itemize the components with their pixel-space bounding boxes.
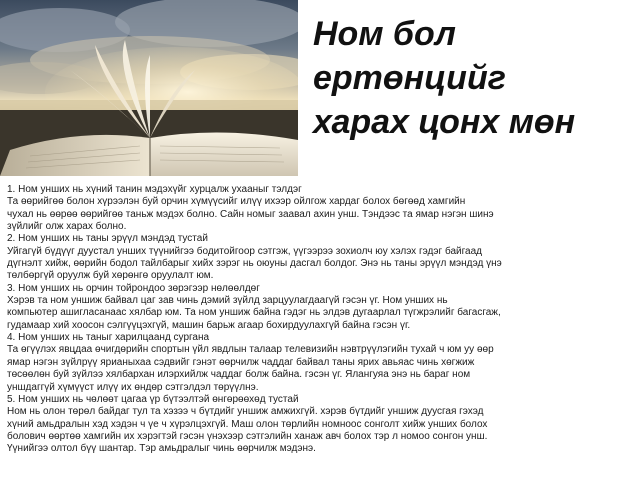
text-line: болович өөртөө хамгийн их хэрэгтэй гэсэн үнэхээр сэтгэлийн ханаж авч болох тэр л номоо сонгон унш. xyxy=(7,430,488,442)
body-text xyxy=(7,184,635,456)
text-line: Та өөрийгөө болон хүрээлэн буй орчин хүмүүсийг илүү ихээр ойлгож хардаг болох бөгөөд хамгийн xyxy=(7,196,466,208)
text-line: Ном нь олон төрөл байдаг тул та хэзээ ч бүтдийг уншиж амжихгүй. хэрэв бүтдийг уншиж дуусгая гэхэд xyxy=(7,406,484,418)
text-line: дүгнэлт хийж, өөрийн бодол тайлбарыг хийх зэрэг нь оюуны дасгал болдог. Энэ нь таны эрүүл мэндэд үнэ xyxy=(7,258,502,270)
text-line: Үүнийгээ олтол бүү шантар. Тэр амьдралыг чинь өөрчилж мэдэнэ. xyxy=(7,443,316,455)
text-line: 4. Ном унших нь таныг харилцаанд сургана xyxy=(7,332,210,344)
text-line: компьютер ашигласанаас хялбар юм. Та ном уншиж байна гэдэг нь элдэв дугаарлал түгжрэлийг багасгаж, xyxy=(7,307,501,319)
text-line: Та өгүүлэх явцдаа өчигдөрийн спортын үйл явдлын талаар телевизийн нэвтрүүлэгийн тухай ч юм уу өөр xyxy=(7,344,494,356)
text-line: 3. Ном унших нь орчин тойрондоо зөрэгээр нөлөөлдөг xyxy=(7,282,260,294)
text-line: чухал нь өөрөө өөрийгөө таньж мэдэх болно. Сайн номыг заавал ахин унш. Тэндээс та ямар нэгэн шинэ xyxy=(7,208,494,220)
slide-title xyxy=(313,12,633,144)
open-book-sky-photo xyxy=(0,0,298,176)
text-line: уншдаггүй хүмүүст илүү их өндөр сэтгэлдэл төрүүлнэ. xyxy=(7,381,259,393)
title-line: Ном бол xyxy=(313,15,456,53)
title-line: харах цонх мөн xyxy=(313,103,576,141)
text-line: Хэрэв та ном уншиж байвал цаг зав чинь дэмий зүйлд зарцуулагдаагүй гэсэн үг. Ном унших нь xyxy=(7,295,448,307)
text-line: 1. Ном унших нь хүний танин мэдэхүйг хурцалж ухааныг тэлдэг xyxy=(7,184,302,195)
text-line: ямар нэгэн зүйлрүү ярианыхаа сэдвийг гэнэт өөрчилж чаддаг байвал таны ярих авьяас чинь хөгжиж xyxy=(7,356,475,368)
text-line: төлбөргүй оруулж буй хөрөнгө оруулалт юм. xyxy=(7,270,214,282)
text-line: 5. Ном унших нь чөлөөт цагаа үр бүтээлтэй өнгөрөөхөд тустай xyxy=(7,393,299,405)
text-line: зүйлийг олж харах болно. xyxy=(7,221,127,233)
text-line: хүний амьдралын хэд хэдэн ч үе ч хүрэлцэхгүй. Маш олон төрлийн номноос сонголт хийж унших болох xyxy=(7,418,488,430)
text-line: төсөөлөн буй зүйлээ хялбархан илэрхийлж чаддаг болж байна. гэсэн үг. Ялангуяа энэ нь бараг ном xyxy=(7,369,471,381)
title-line: ертөнцийг xyxy=(313,59,506,97)
text-line: 2. Ном унших нь таны эрүүл мэндэд тустай xyxy=(7,233,208,245)
text-line: гудамаар хий хоосон сэлгүүцэхгүй, машин барьж агаар бохирдуулахгүй байна гэсэн үг. xyxy=(7,319,411,331)
text-line: Уйгагүй бүдүүг дуустал унших түүнийгээ бодитойгоор сэтгэж, үүгээрээ зохиолч юу хэлэх гэдэг байгаад xyxy=(7,245,482,257)
